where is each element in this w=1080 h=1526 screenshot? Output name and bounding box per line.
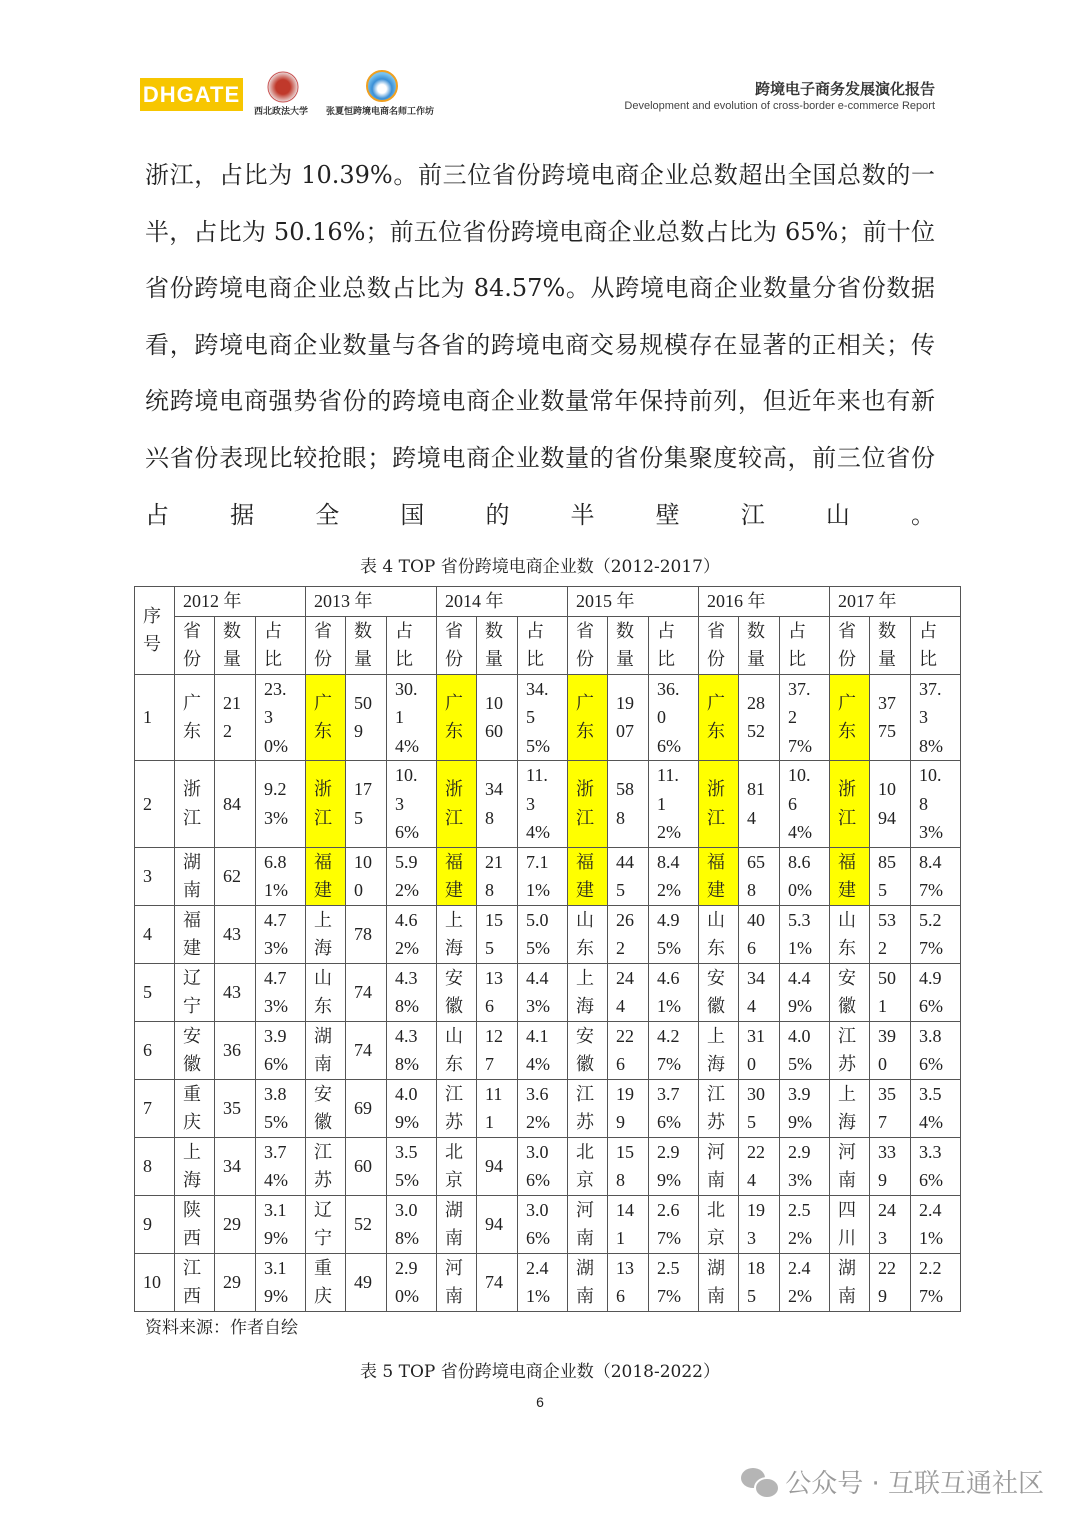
province-cell: 重庆 (306, 1253, 346, 1311)
share-cell: 2.99% (649, 1137, 699, 1195)
province-cell: 安徽 (568, 1021, 608, 1079)
count-cell: 357 (870, 1079, 911, 1137)
province-cell: 上海 (830, 1079, 870, 1137)
rank-cell: 8 (135, 1137, 175, 1195)
year-header: 2012 年 (175, 587, 306, 617)
share-cell: 4.14% (518, 1021, 568, 1079)
province-cell: 安徽 (306, 1079, 346, 1137)
table-row (135, 761, 961, 848)
share-cell: 3.54% (911, 1079, 961, 1137)
province-cell: 江西 (175, 1253, 215, 1311)
count-cell: 29 (215, 1195, 256, 1253)
rank-cell: 3 (135, 847, 175, 905)
rank-cell: 1 (135, 674, 175, 761)
province-cell: 福建 (568, 847, 608, 905)
province-cell: 北京 (699, 1195, 739, 1253)
rank-cell: 7 (135, 1079, 175, 1137)
page-number: 6 (536, 1394, 544, 1410)
share-cell: 3.76% (649, 1079, 699, 1137)
count-cell: 588 (608, 761, 649, 848)
province-cell: 浙江 (306, 761, 346, 848)
count-cell: 501 (870, 963, 911, 1021)
year-header: 2016 年 (699, 587, 830, 617)
share-cell: 10.36% (387, 761, 437, 848)
province-cell: 湖南 (699, 1253, 739, 1311)
count-cell: 532 (870, 905, 911, 963)
province-cell: 浙江 (830, 761, 870, 848)
count-cell: 193 (739, 1195, 780, 1253)
year-header: 2015 年 (568, 587, 699, 617)
share-cell: 10.83% (911, 761, 961, 848)
province-cell: 辽宁 (306, 1195, 346, 1253)
province-cell: 广东 (306, 674, 346, 761)
column-header: 省份 (830, 616, 870, 674)
table-row (135, 674, 961, 761)
column-header: 数量 (608, 616, 649, 674)
count-cell: 509 (346, 674, 387, 761)
share-cell: 3.06% (518, 1195, 568, 1253)
rank-cell: 5 (135, 963, 175, 1021)
province-cell: 重庆 (175, 1079, 215, 1137)
share-cell: 7.11% (518, 847, 568, 905)
count-cell: 199 (608, 1079, 649, 1137)
province-cell: 广东 (437, 674, 477, 761)
province-cell: 广东 (830, 674, 870, 761)
column-header: 省份 (175, 616, 215, 674)
share-cell: 23.30% (256, 674, 306, 761)
province-cell: 浙江 (175, 761, 215, 848)
year-header: 2017 年 (830, 587, 961, 617)
count-cell: 348 (477, 761, 518, 848)
share-cell: 4.73% (256, 963, 306, 1021)
column-header: 占比 (518, 616, 568, 674)
share-cell: 4.61% (649, 963, 699, 1021)
count-cell: 74 (477, 1253, 518, 1311)
province-cell: 浙江 (437, 761, 477, 848)
province-cell: 河南 (830, 1137, 870, 1195)
watermark-text: 公众号 · 互联互通社区 (785, 1469, 1044, 1499)
column-header: 数量 (215, 616, 256, 674)
report-title: 跨境电子商务发展演化报告 (754, 80, 935, 98)
share-cell: 3.55% (387, 1137, 437, 1195)
province-cell: 安徽 (830, 963, 870, 1021)
studio-name: 张夏恒跨境电商名师工作坊 (326, 107, 435, 117)
share-cell: 2.90% (387, 1253, 437, 1311)
count-cell: 155 (477, 905, 518, 963)
province-cell: 山东 (568, 905, 608, 963)
count-cell: 855 (870, 847, 911, 905)
table-row (135, 1253, 961, 1311)
province-cell: 安徽 (699, 963, 739, 1021)
province-cell: 山东 (699, 905, 739, 963)
count-cell: 390 (870, 1021, 911, 1079)
wechat-icon (741, 1468, 777, 1496)
count-cell: 43 (215, 963, 256, 1021)
count-cell: 136 (608, 1253, 649, 1311)
share-cell: 4.62% (387, 905, 437, 963)
share-cell: 3.86% (911, 1021, 961, 1079)
province-table (134, 586, 961, 1312)
source-note: 资料来源：作者自绘 (145, 1318, 298, 1338)
count-cell: 69 (346, 1079, 387, 1137)
share-cell: 2.42% (780, 1253, 830, 1311)
count-cell: 60 (346, 1137, 387, 1195)
count-cell: 141 (608, 1195, 649, 1253)
province-cell: 广东 (568, 674, 608, 761)
share-cell: 3.06% (518, 1137, 568, 1195)
count-cell: 218 (477, 847, 518, 905)
province-cell: 上海 (306, 905, 346, 963)
count-cell: 52 (346, 1195, 387, 1253)
province-cell: 上海 (568, 963, 608, 1021)
table-row (135, 1021, 961, 1079)
table-row (135, 963, 961, 1021)
province-cell: 上海 (699, 1021, 739, 1079)
rank-cell: 6 (135, 1021, 175, 1079)
share-cell: 3.19% (256, 1253, 306, 1311)
share-cell: 8.60% (780, 847, 830, 905)
count-cell: 35 (215, 1079, 256, 1137)
rank-cell: 2 (135, 761, 175, 848)
count-cell: 84 (215, 761, 256, 848)
count-cell: 305 (739, 1079, 780, 1137)
column-header: 占比 (387, 616, 437, 674)
province-cell: 湖南 (830, 1253, 870, 1311)
share-cell: 4.43% (518, 963, 568, 1021)
count-cell: 62 (215, 847, 256, 905)
province-cell: 广东 (699, 674, 739, 761)
count-cell: 175 (346, 761, 387, 848)
table-row (135, 905, 961, 963)
rank-cell: 9 (135, 1195, 175, 1253)
column-header: 占比 (256, 616, 306, 674)
count-cell: 94 (477, 1195, 518, 1253)
province-cell: 山东 (306, 963, 346, 1021)
share-cell: 5.05% (518, 905, 568, 963)
count-cell: 344 (739, 963, 780, 1021)
count-cell: 29 (215, 1253, 256, 1311)
watermark (741, 1463, 1044, 1500)
column-header: 省份 (437, 616, 477, 674)
share-cell: 11.34% (518, 761, 568, 848)
count-cell: 226 (608, 1021, 649, 1079)
share-cell: 3.19% (256, 1195, 306, 1253)
count-cell: 78 (346, 905, 387, 963)
count-cell: 43 (215, 905, 256, 963)
count-cell: 814 (739, 761, 780, 848)
column-header: 数量 (346, 616, 387, 674)
share-cell: 34.55% (518, 674, 568, 761)
column-header: 数量 (477, 616, 518, 674)
count-cell: 262 (608, 905, 649, 963)
count-cell: 36 (215, 1021, 256, 1079)
share-cell: 11.12% (649, 761, 699, 848)
table-row (135, 1195, 961, 1253)
share-cell: 5.31% (780, 905, 830, 963)
count-cell: 339 (870, 1137, 911, 1195)
count-cell: 310 (739, 1021, 780, 1079)
province-cell: 广东 (175, 674, 215, 761)
share-cell: 3.85% (256, 1079, 306, 1137)
share-cell: 9.23% (256, 761, 306, 848)
count-cell: 74 (346, 1021, 387, 1079)
province-cell: 湖南 (437, 1195, 477, 1253)
share-cell: 30.14% (387, 674, 437, 761)
province-cell: 福建 (830, 847, 870, 905)
province-cell: 江苏 (830, 1021, 870, 1079)
count-cell: 243 (870, 1195, 911, 1253)
share-cell: 10.64% (780, 761, 830, 848)
share-cell: 6.81% (256, 847, 306, 905)
province-cell: 北京 (437, 1137, 477, 1195)
column-header: 数量 (870, 616, 911, 674)
year-header: 2013 年 (306, 587, 437, 617)
count-cell: 34 (215, 1137, 256, 1195)
share-cell: 3.96% (256, 1021, 306, 1079)
province-cell: 上海 (437, 905, 477, 963)
share-cell: 4.73% (256, 905, 306, 963)
count-cell: 2852 (739, 674, 780, 761)
count-cell: 1907 (608, 674, 649, 761)
report-subtitle: Development and evolution of cross-border e-commerce Report (624, 100, 935, 112)
count-cell: 229 (870, 1253, 911, 1311)
province-cell: 山东 (830, 905, 870, 963)
count-cell: 111 (477, 1079, 518, 1137)
share-cell: 2.41% (911, 1195, 961, 1253)
province-cell: 江苏 (568, 1079, 608, 1137)
province-cell: 四川 (830, 1195, 870, 1253)
province-cell: 山东 (437, 1021, 477, 1079)
share-cell: 2.27% (911, 1253, 961, 1311)
province-cell: 福建 (175, 905, 215, 963)
count-cell: 1094 (870, 761, 911, 848)
count-cell: 3775 (870, 674, 911, 761)
table5-caption: 表 5 TOP 省份跨境电商企业数（2018-2022） (359, 1362, 720, 1382)
column-header: 数量 (739, 616, 780, 674)
province-cell: 安徽 (437, 963, 477, 1021)
share-cell: 4.27% (649, 1021, 699, 1079)
share-cell: 3.99% (780, 1079, 830, 1137)
share-cell: 4.49% (780, 963, 830, 1021)
table4-caption: 表 4 TOP 省份跨境电商企业数（2012-2017） (359, 557, 720, 577)
count-cell: 224 (739, 1137, 780, 1195)
province-cell: 北京 (568, 1137, 608, 1195)
province-cell: 福建 (306, 847, 346, 905)
province-cell: 福建 (437, 847, 477, 905)
count-cell: 49 (346, 1253, 387, 1311)
share-cell: 8.47% (911, 847, 961, 905)
column-header: 省份 (306, 616, 346, 674)
count-cell: 100 (346, 847, 387, 905)
province-cell: 安徽 (175, 1021, 215, 1079)
count-cell: 1060 (477, 674, 518, 761)
share-cell: 4.05% (780, 1021, 830, 1079)
province-cell: 浙江 (699, 761, 739, 848)
province-cell: 江苏 (437, 1079, 477, 1137)
year-header: 2014 年 (437, 587, 568, 617)
share-cell: 37.27% (780, 674, 830, 761)
province-cell: 江苏 (699, 1079, 739, 1137)
column-header: 省份 (699, 616, 739, 674)
rank-cell: 10 (135, 1253, 175, 1311)
count-cell: 185 (739, 1253, 780, 1311)
share-cell: 4.96% (911, 963, 961, 1021)
share-cell: 4.09% (387, 1079, 437, 1137)
count-cell: 158 (608, 1137, 649, 1195)
share-cell: 2.67% (649, 1195, 699, 1253)
share-cell: 3.74% (256, 1137, 306, 1195)
share-cell: 4.38% (387, 963, 437, 1021)
province-cell: 河南 (568, 1195, 608, 1253)
count-cell: 136 (477, 963, 518, 1021)
table-row (135, 1079, 961, 1137)
dhgate-logo: DHGATE (140, 78, 243, 111)
column-header: 省份 (568, 616, 608, 674)
table-row (135, 847, 961, 905)
body-paragraph: 浙江，占比为 10.39%。前三位省份跨境电商企业总数超出全国总数的一半，占比为 50.16%；前五位省份跨境电商企业总数占比为 65%；前十位省份跨境电商企业总数占比为 84.57%。从跨境电商企业数量分省份数据看，跨境电商企业数量与各省的跨境电商交易规模存在显著的正相关；传统跨境电商强势省份的跨境电商企业数量常年保持前列，但近年来也有新兴省份表现比较抢眼；跨境电商企业数量的省份集聚度较高，前三位省份占据全国的半壁江山。 (145, 161, 935, 529)
column-header: 占比 (911, 616, 961, 674)
column-header: 占比 (780, 616, 830, 674)
count-cell: 406 (739, 905, 780, 963)
share-cell: 8.42% (649, 847, 699, 905)
university-name: 西北政法大学 (254, 107, 309, 117)
share-cell: 2.41% (518, 1253, 568, 1311)
count-cell: 94 (477, 1137, 518, 1195)
table-row (135, 1137, 961, 1195)
province-cell: 河南 (699, 1137, 739, 1195)
province-cell: 江苏 (306, 1137, 346, 1195)
share-cell: 37.38% (911, 674, 961, 761)
share-cell: 36.06% (649, 674, 699, 761)
share-cell: 5.92% (387, 847, 437, 905)
share-cell: 2.52% (780, 1195, 830, 1253)
count-cell: 445 (608, 847, 649, 905)
province-cell: 湖南 (568, 1253, 608, 1311)
share-cell: 4.95% (649, 905, 699, 963)
province-cell: 上海 (175, 1137, 215, 1195)
count-cell: 212 (215, 674, 256, 761)
share-cell: 3.62% (518, 1079, 568, 1137)
share-cell: 3.08% (387, 1195, 437, 1253)
share-cell: 4.38% (387, 1021, 437, 1079)
province-cell: 湖南 (306, 1021, 346, 1079)
province-cell: 湖南 (175, 847, 215, 905)
province-cell: 河南 (437, 1253, 477, 1311)
count-cell: 658 (739, 847, 780, 905)
province-cell: 福建 (699, 847, 739, 905)
province-cell: 浙江 (568, 761, 608, 848)
studio-globe-icon (366, 70, 398, 102)
province-cell: 陕西 (175, 1195, 215, 1253)
count-cell: 127 (477, 1021, 518, 1079)
column-header: 占比 (649, 616, 699, 674)
share-cell: 3.36% (911, 1137, 961, 1195)
province-cell: 辽宁 (175, 963, 215, 1021)
share-cell: 2.93% (780, 1137, 830, 1195)
university-seal-icon (266, 70, 300, 104)
count-cell: 74 (346, 963, 387, 1021)
count-cell: 244 (608, 963, 649, 1021)
share-cell: 5.27% (911, 905, 961, 963)
share-cell: 2.57% (649, 1253, 699, 1311)
rank-header: 序号 (135, 587, 175, 675)
rank-cell: 4 (135, 905, 175, 963)
